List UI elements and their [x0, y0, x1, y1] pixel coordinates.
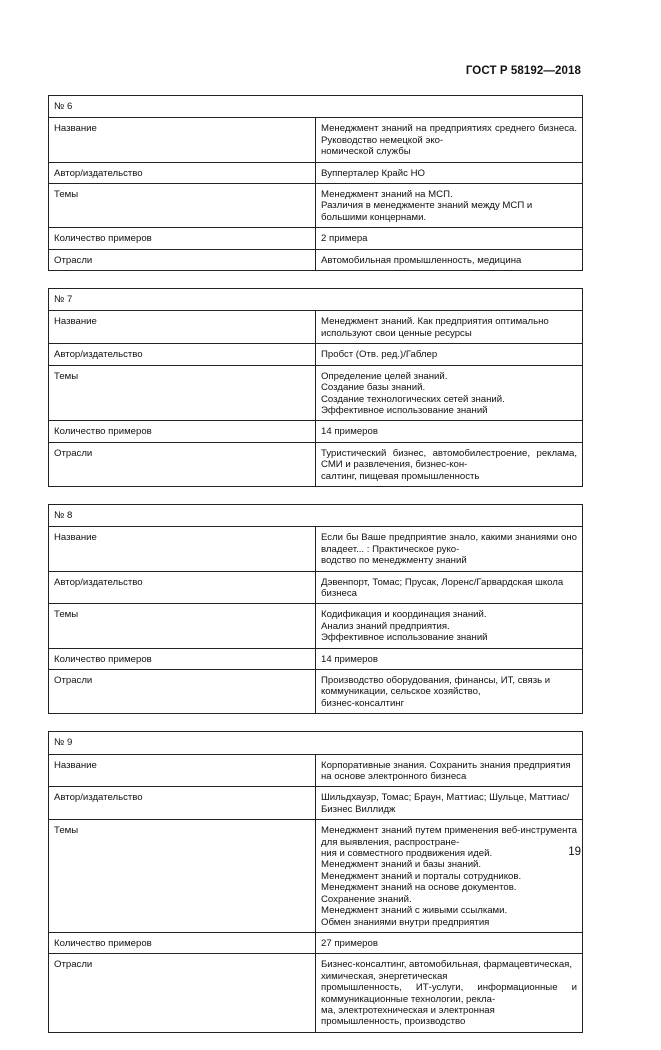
table-number-row: [49, 732, 583, 754]
value-line: бизнес-консалтинг: [321, 697, 405, 709]
row-value: [316, 604, 583, 648]
row-label: Название: [49, 527, 316, 571]
value-line: Менеджмент знаний путем применения веб-инструмента для выявления, распростране-: [321, 825, 577, 848]
table-number-row: [49, 289, 583, 311]
case-table: [48, 95, 583, 271]
row-value: [316, 228, 583, 249]
table-number: № 7: [49, 289, 583, 311]
table-row: [49, 421, 583, 442]
row-value: [316, 571, 583, 604]
row-label: Темы: [49, 184, 316, 228]
row-value: [316, 162, 583, 183]
value-line: Менеджмент знаний на основе документов.: [321, 882, 517, 894]
row-value: [316, 527, 583, 571]
table-row: [49, 754, 583, 787]
table-number-row: [49, 96, 583, 118]
value-line: салтинг, пищевая промышленность: [321, 470, 480, 482]
table-row: [49, 648, 583, 669]
table-row: [49, 527, 583, 571]
value-line: Кодификация и координация знаний.: [321, 609, 487, 621]
value-line: Производство оборудования, финансы, ИТ, связь и коммуникации, сельское хозяйство,: [321, 675, 551, 698]
value-line: водство по менеджменту знаний: [321, 555, 467, 567]
table-row: [49, 670, 583, 714]
table-row: [49, 604, 583, 648]
table-number: № 9: [49, 732, 583, 754]
case-study-tables: [48, 95, 583, 1050]
table-row: [49, 118, 583, 162]
value-line: ма, электротехническая и электронная промышленность, производство: [321, 1004, 495, 1028]
value-line: Определение целей знаний.: [321, 370, 448, 382]
row-label: Автор/издательство: [49, 344, 316, 365]
row-label: Количество примеров: [49, 932, 316, 953]
value-line: Шильдхауэр, Томас; Браун, Маттиас; Шульце, Маттиас/Бизнес Виллидж: [321, 792, 570, 815]
value-line: номической службы: [321, 146, 411, 158]
row-value: [316, 754, 583, 787]
value-line: Автомобильная промышленность, медицина: [321, 254, 522, 266]
table-row: [49, 954, 583, 1032]
value-line: Менеджмент знаний на МСП.: [321, 189, 453, 201]
value-line: Обмен знаниями внутри предприятия: [321, 916, 490, 928]
row-value: [316, 820, 583, 933]
table-row: [49, 365, 583, 421]
row-value: [316, 249, 583, 270]
value-line: Анализ знаний предприятия.: [321, 620, 450, 632]
value-line: Вупперталер Крайс НО: [321, 167, 425, 179]
row-value: [316, 787, 583, 820]
value-line: Менеджмент знаний и базы знаний.: [321, 859, 482, 871]
table-row: [49, 820, 583, 933]
row-value: [316, 311, 583, 344]
table-row: [49, 344, 583, 365]
value-line: Если бы Ваше предприятие знало, какими знаниями оно владеет... : Практическое руко-: [321, 532, 577, 555]
value-line: Бизнес-консалтинг, автомобильная, фармацевтическая, химическая, энергетическая: [321, 959, 573, 982]
row-value: [316, 670, 583, 714]
row-label: Количество примеров: [49, 648, 316, 669]
row-label: Автор/издательство: [49, 787, 316, 820]
row-value: [316, 184, 583, 228]
value-line: Различия в менеджменте знаний между МСП и большими концернами.: [321, 200, 533, 223]
table-row: [49, 787, 583, 820]
table-row: [49, 932, 583, 953]
row-label: Автор/издательство: [49, 571, 316, 604]
row-label: Автор/издательство: [49, 162, 316, 183]
row-label: Отрасли: [49, 670, 316, 714]
case-table: [48, 504, 583, 714]
value-line: Туристический бизнес, автомобилестроение, реклама, СМИ и развлечения, бизнес-кон-: [321, 447, 577, 471]
row-label: Название: [49, 311, 316, 344]
table-row: [49, 311, 583, 344]
row-label: Отрасли: [49, 442, 316, 486]
value-line: Менеджмент знаний с живыми ссылками.: [321, 905, 508, 917]
value-line: 14 примеров: [321, 653, 378, 665]
value-line: Эффективное использование знаний: [321, 632, 488, 644]
document-header: ГОСТ Р 58192—2018: [465, 65, 581, 77]
value-line: 2 примера: [321, 233, 368, 245]
row-label: Отрасли: [49, 954, 316, 1032]
page-number: 19: [568, 846, 581, 858]
row-value: [316, 344, 583, 365]
table-number: № 6: [49, 96, 583, 118]
value-line: Менеджмент знаний на предприятиях среднего бизнеса. Руководство немецкой эко-: [321, 123, 577, 146]
case-table: [48, 288, 583, 487]
row-value: [316, 954, 583, 1032]
table-row: [49, 162, 583, 183]
row-value: [316, 118, 583, 162]
row-label: Название: [49, 754, 316, 787]
value-line: 14 примеров: [321, 426, 378, 438]
value-line: 27 примеров: [321, 937, 378, 949]
table-number: № 8: [49, 504, 583, 526]
row-label: Темы: [49, 820, 316, 933]
value-line: Корпоративные знания. Сохранить знания предприятия на основе электронного бизнеса: [321, 759, 571, 783]
row-label: Количество примеров: [49, 421, 316, 442]
table-row: [49, 571, 583, 604]
row-value: [316, 932, 583, 953]
value-line: ния и совместного продвижения идей.: [321, 848, 493, 860]
value-line: Создание базы знаний.: [321, 382, 426, 394]
table-row: [49, 249, 583, 270]
table-row: [49, 184, 583, 228]
table-number-row: [49, 504, 583, 526]
table-row: [49, 228, 583, 249]
table-row: [49, 442, 583, 486]
row-label: Название: [49, 118, 316, 162]
value-line: Дэвенпорт, Томас; Прусак, Лоренс/Гарвардская школа бизнеса: [321, 576, 564, 599]
row-label: Темы: [49, 365, 316, 421]
value-line: промышленность, ИТ-услуги, информационные и коммуникационные технологии, рекла-: [321, 982, 577, 1005]
row-value: [316, 421, 583, 442]
value-line: Сохранение знаний.: [321, 893, 412, 905]
case-table: [48, 731, 583, 1033]
row-value: [316, 442, 583, 486]
row-value: [316, 648, 583, 669]
value-line: Менеджмент знаний и порталы сотрудников.: [321, 870, 522, 882]
value-line: Пробст (Отв. ред.)/Габлер: [321, 349, 438, 361]
row-label: Количество примеров: [49, 228, 316, 249]
row-value: [316, 365, 583, 421]
value-line: Создание технологических сетей знаний.: [321, 393, 505, 405]
value-line: Менеджмент знаний. Как предприятия оптимально используют свои ценные ресурсы: [321, 316, 549, 339]
row-label: Темы: [49, 604, 316, 648]
row-label: Отрасли: [49, 249, 316, 270]
value-line: Эффективное использование знаний: [321, 404, 488, 416]
